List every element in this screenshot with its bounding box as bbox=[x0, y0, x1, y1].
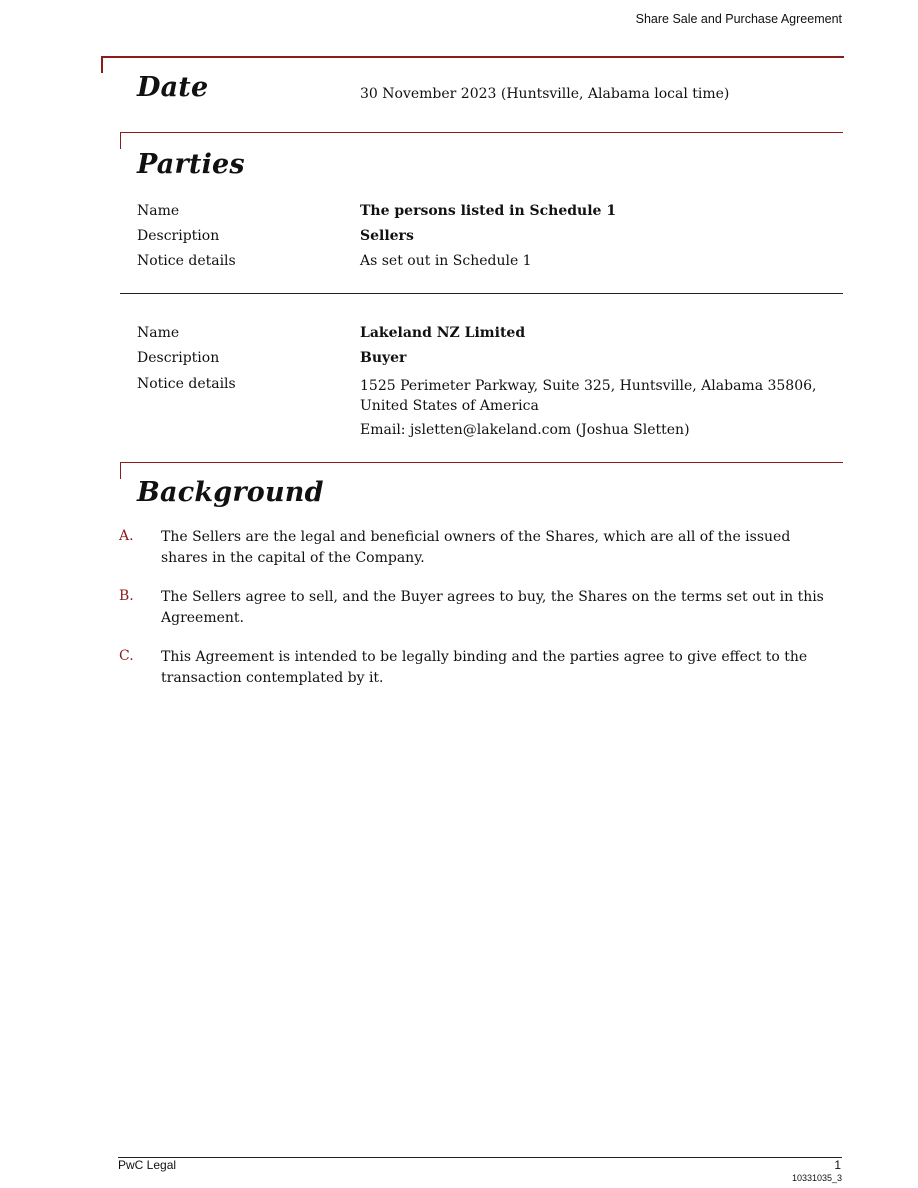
buyer-notice-label: Notice details bbox=[137, 376, 236, 392]
seller-description-value: Sellers bbox=[360, 228, 414, 244]
background-item-text: This Agreement is intended to be legally binding and the parties agree to give effect to the transaction contemplated by it. bbox=[161, 649, 808, 686]
buyer-name-value: Lakeland NZ Limited bbox=[360, 325, 526, 341]
page-number: 1 bbox=[834, 1158, 841, 1172]
buyer-notice-value: 1525 Perimeter Parkway, Suite 325, Huntsville, Alabama 35806, United States of America bbox=[360, 378, 817, 414]
parties-heading: Parties bbox=[137, 149, 245, 180]
date-section-tick bbox=[101, 56, 103, 73]
parties-section-rule bbox=[120, 132, 843, 133]
date-section-rule bbox=[101, 56, 844, 58]
footer-firm-name: PwC Legal bbox=[118, 1158, 177, 1172]
background-heading: Background bbox=[137, 477, 324, 508]
buyer-name-label: Name bbox=[137, 325, 180, 341]
background-section-rule bbox=[120, 462, 843, 463]
seller-description-label: Description bbox=[137, 228, 220, 244]
seller-notice-label: Notice details bbox=[137, 253, 236, 269]
background-item-letter: C. bbox=[119, 648, 134, 664]
date-heading: Date bbox=[137, 72, 209, 103]
background-section-tick bbox=[120, 462, 121, 479]
buyer-description-label: Description bbox=[137, 350, 220, 366]
running-header: Share Sale and Purchase Agreement bbox=[635, 12, 842, 26]
document-number: 10331035_3 bbox=[791, 1173, 842, 1183]
buyer-description-value: Buyer bbox=[360, 350, 407, 366]
parties-section-tick bbox=[120, 132, 121, 149]
buyer-email: Email: jsletten@lakeland.com (Joshua Sletten) bbox=[360, 422, 690, 438]
parties-divider bbox=[120, 293, 843, 294]
background-item-text: The Sellers are the legal and beneficial owners of the Shares, which are all of the issued shares in the capital of the Company. bbox=[161, 529, 791, 566]
date-value: 30 November 2023 (Huntsville, Alabama local time) bbox=[360, 86, 730, 102]
background-item-letter: A. bbox=[119, 528, 134, 544]
background-item-text: The Sellers agree to sell, and the Buyer agrees to buy, the Shares on the terms set out in this Agreement. bbox=[161, 589, 824, 626]
background-item-letter: B. bbox=[119, 588, 134, 604]
seller-name-value: The persons listed in Schedule 1 bbox=[360, 203, 617, 219]
seller-name-label: Name bbox=[137, 203, 180, 219]
footer-rule bbox=[118, 1157, 842, 1158]
seller-notice-value: As set out in Schedule 1 bbox=[360, 253, 532, 269]
